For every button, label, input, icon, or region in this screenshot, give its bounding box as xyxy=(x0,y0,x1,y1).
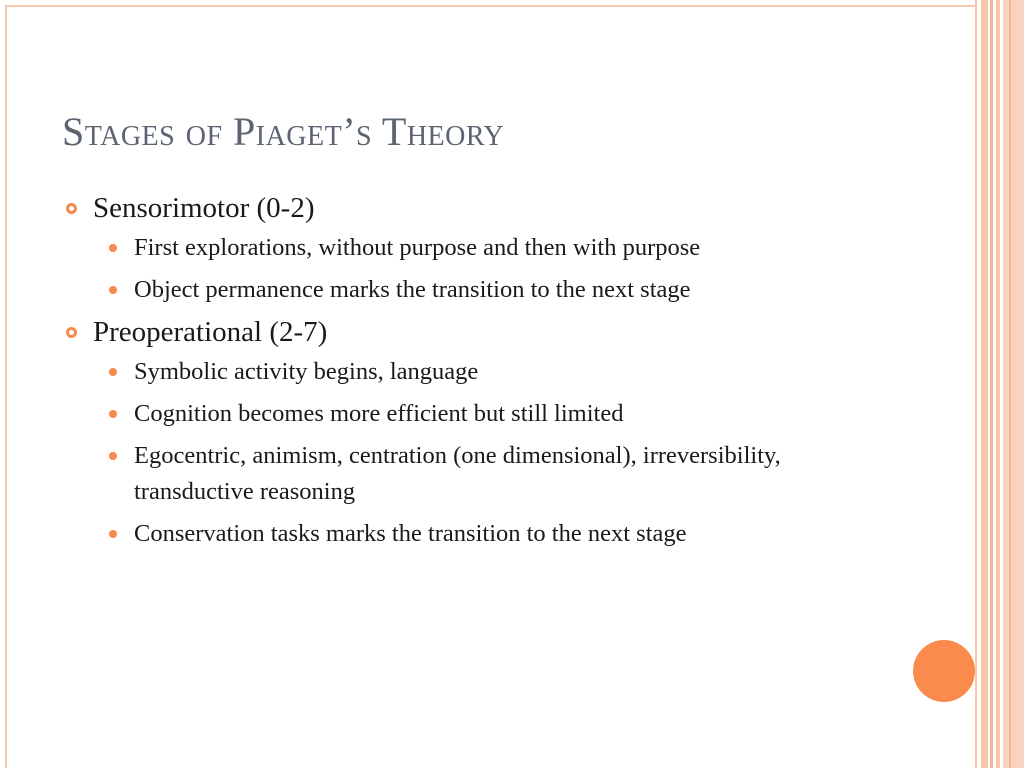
list-item xyxy=(109,396,862,432)
list-item xyxy=(109,516,862,552)
section-heading-text: Sensorimotor (0-2) xyxy=(93,192,315,224)
decorative-stripe xyxy=(996,0,1000,768)
list-item-text: Egocentric, animism, centration (one dimensional), irreversibility, transductive reasoning xyxy=(134,442,781,505)
list-item-text: Symbolic activity begins, language xyxy=(134,358,479,385)
ring-bullet-icon xyxy=(66,327,77,338)
decorative-circle xyxy=(913,640,975,702)
dot-bullet-icon xyxy=(109,286,117,294)
list-item-text: Object permanence marks the transition to the next stage xyxy=(134,276,691,303)
dot-bullet-icon xyxy=(109,530,117,538)
list-item-text: Conservation tasks marks the transition to the next stage xyxy=(134,520,687,547)
ring-bullet-icon xyxy=(66,203,77,214)
list-item xyxy=(109,272,862,308)
dot-bullet-icon xyxy=(109,410,117,418)
list-item xyxy=(109,354,862,390)
list-item xyxy=(109,438,862,510)
section-heading xyxy=(62,314,862,350)
decorative-stripe xyxy=(1003,0,1024,768)
section-sensorimotor xyxy=(62,190,862,308)
slide-title: Stages of Piaget’s Theory xyxy=(62,109,505,154)
section-heading-text: Preoperational (2-7) xyxy=(93,316,328,348)
dot-bullet-icon xyxy=(109,244,117,252)
list-item xyxy=(109,230,862,266)
dot-bullet-icon xyxy=(109,368,117,376)
frame-left-line xyxy=(5,5,7,768)
frame-top-line xyxy=(5,5,975,7)
decorative-stripe xyxy=(1009,0,1011,768)
section-heading xyxy=(62,190,862,226)
section-preoperational xyxy=(62,314,862,552)
decorative-stripe xyxy=(981,0,988,768)
sub-list xyxy=(109,230,862,308)
slide-content xyxy=(62,190,862,558)
decorative-stripe xyxy=(990,0,993,768)
list-item-text: First explorations, without purpose and then with purpose xyxy=(134,234,701,261)
sub-list xyxy=(109,354,862,552)
dot-bullet-icon xyxy=(109,452,117,460)
frame-right-line xyxy=(975,0,977,768)
list-item-text: Cognition becomes more efficient but still limited xyxy=(134,400,624,427)
